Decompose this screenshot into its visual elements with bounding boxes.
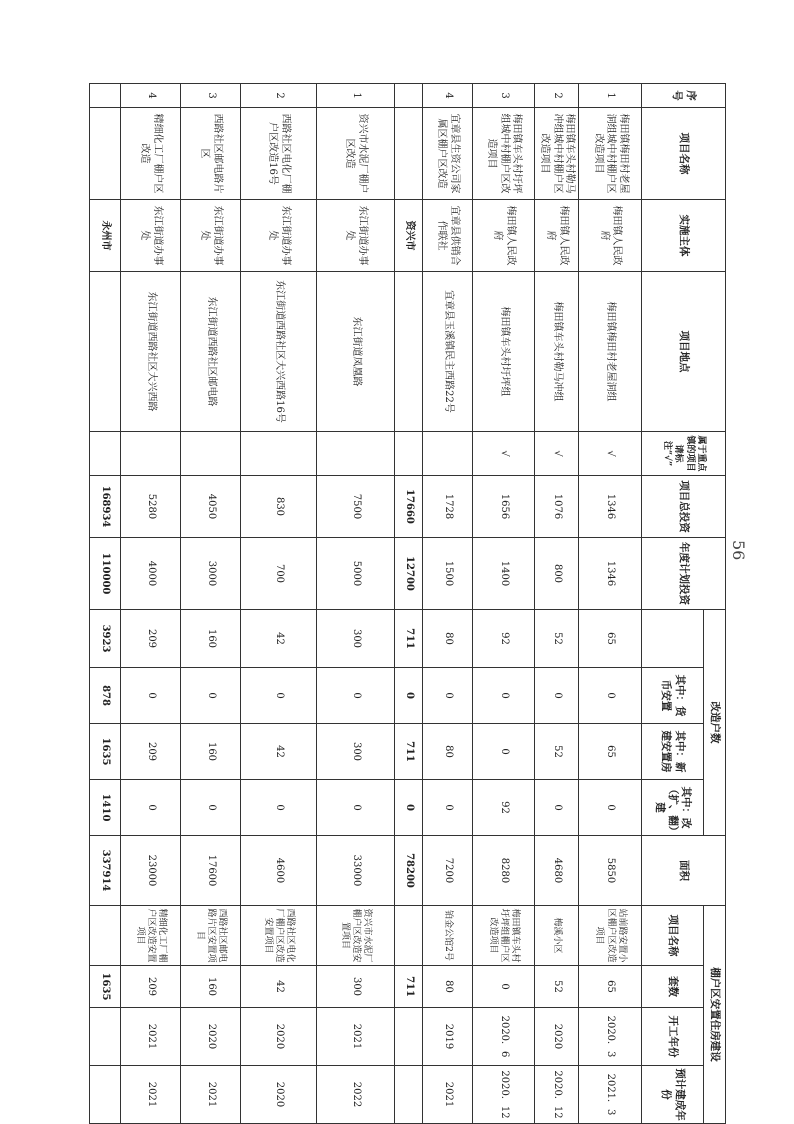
cell-housing-name: 西路社区电化厂棚户区改造安置项目 [241,906,317,966]
cell-households: 209 [121,610,181,668]
cell-housing-name: 资兴市水泥厂棚户区改造安置项目 [317,906,395,966]
cell-seq: 1 [317,84,395,108]
cell-project-name: 西路社区电化厂棚户区改造16号 [241,108,317,200]
cell-key-town [90,432,121,476]
cell-start-date [90,1008,121,1066]
cell-renovate: 0 [241,780,317,836]
cell-finish-date: 2021 [423,1066,473,1124]
cell-implementer: 东江街道办事处 [241,200,317,272]
cell-annual-investment: 1346 [579,538,642,610]
cell-new-build: 300 [317,724,395,780]
cell-renovate: 92 [473,780,535,836]
cell-start-date: 2020 [241,1008,317,1066]
cell-key-town: √ [473,432,535,476]
cell-households: 52 [535,610,579,668]
cell-households: 160 [181,610,241,668]
cell-seq: 3 [473,84,535,108]
cell-units: 80 [423,966,473,1008]
cell-annual-investment: 110000 [90,538,121,610]
cell-cash-resettle: 0 [473,668,535,724]
cell-location: 梅田镇梅田村老屋洞组 [579,272,642,432]
cell-start-date [395,1008,423,1066]
cell-project-name [90,108,121,200]
cell-units: 711 [395,966,423,1008]
cell-renovate: 0 [395,780,423,836]
cell-renovate: 0 [317,780,395,836]
cell-finish-date: 2021 [121,1066,181,1124]
cell-seq [395,84,423,108]
cell-key-town: √ [535,432,579,476]
cell-cash-resettle: 0 [241,668,317,724]
cell-renovate: 0 [121,780,181,836]
cell-new-build: 711 [395,724,423,780]
cell-key-town [181,432,241,476]
cell-households: 42 [241,610,317,668]
cell-cash-resettle: 0 [423,668,473,724]
cell-new-build: 0 [473,724,535,780]
cell-implementer: 宜章县供销合作联社 [423,200,473,272]
header-implementer: 实施主体 [642,200,726,272]
cell-start-date: 2021 [317,1008,395,1066]
subtotal-row [395,84,423,1124]
cell-annual-investment: 800 [535,538,579,610]
cell-finish-date [90,1066,121,1124]
cell-renovate: 0 [579,780,642,836]
header-project-name: 项目名称 [642,108,726,200]
header-renovate: 其中：改（扩、翻）建 [642,780,704,836]
header-key-town: 属于重点镇的项目请标注“√” [642,432,726,476]
cell-renovate: 0 [535,780,579,836]
shantytown-renovation-table [89,83,726,1124]
cell-total-investment: 1656 [473,476,535,538]
cell-project-name: 宜章县生资公司家属区棚户区改造 [423,108,473,200]
cell-area: 17600 [181,836,241,906]
cell-finish-date: 2021．3 [579,1066,642,1124]
cell-total-investment: 1076 [535,476,579,538]
header-total-investment: 项目总投资 [642,476,726,538]
cell-area: 4600 [241,836,317,906]
cell-implementer: 东江街道办事处 [121,200,181,272]
cell-new-build: 65 [579,724,642,780]
cell-total-investment: 168934 [90,476,121,538]
cell-housing-name: 梅田镇车头村圩坪组棚户区改造项目 [473,906,535,966]
cell-households: 92 [473,610,535,668]
cell-location: 梅田镇车头村圩坪组 [473,272,535,432]
header-finish-date: 预计建成年份 [642,1066,704,1124]
cell-households: 300 [317,610,395,668]
cell-seq: 3 [181,84,241,108]
cell-housing-name: 西路社区邮电路片区安置项目 [181,906,241,966]
cell-implementer: 梅田镇人民政府 [579,200,642,272]
cell-units: 0 [473,966,535,1008]
header-start-date: 开工年份 [642,1008,704,1066]
cell-location [90,272,121,432]
header-new-build: 其中：新建安置房 [642,724,704,780]
cell-annual-investment: 1500 [423,538,473,610]
cell-households: 65 [579,610,642,668]
cell-total-investment: 830 [241,476,317,538]
cell-households: 3923 [90,610,121,668]
header-households-total [642,610,704,668]
cell-finish-date: 2020．12 [535,1066,579,1124]
cell-annual-investment: 5000 [317,538,395,610]
cell-implementer: 梅田镇人民政府 [473,200,535,272]
cell-seq [90,84,121,108]
cell-key-town [241,432,317,476]
cell-units: 300 [317,966,395,1008]
subtotal-row [90,84,121,1124]
cell-renovate: 0 [181,780,241,836]
cell-cash-resettle: 0 [317,668,395,724]
cell-housing-name: 铂金公馆2号 [423,906,473,966]
cell-housing-name: 站前路安置小区棚户区改造项目 [579,906,642,966]
cell-subtotal-label: 永州市 [90,200,121,272]
cell-cash-resettle: 0 [181,668,241,724]
cell-project-name [395,108,423,200]
cell-area: 4680 [535,836,579,906]
header-units: 套数 [642,966,704,1008]
table-row [535,84,579,1124]
table-row [317,84,395,1124]
header-area: 面积 [642,836,726,906]
cell-total-investment: 5280 [121,476,181,538]
cell-area: 5850 [579,836,642,906]
cell-area: 78200 [395,836,423,906]
cell-project-name: 梅田镇车头村圩坪组城中村棚户区改造项目 [473,108,535,200]
rotated-table-wrapper [90,83,726,1121]
header-seq: 序号 [642,84,726,108]
table-row [423,84,473,1124]
cell-implementer: 东江街道办事处 [181,200,241,272]
cell-key-town [423,432,473,476]
header-households-group: 改造户数 [704,610,726,836]
cell-new-build: 80 [423,724,473,780]
cell-annual-investment: 1400 [473,538,535,610]
cell-new-build: 42 [241,724,317,780]
cell-location: 东江街道西路社区大兴西路 [121,272,181,432]
cell-cash-resettle: 878 [90,668,121,724]
cell-new-build: 1635 [90,724,121,780]
cell-location: 东江街道凤凰路 [317,272,395,432]
cell-annual-investment: 4000 [121,538,181,610]
cell-implementer: 东江街道办事处 [317,200,395,272]
table-row [579,84,642,1124]
cell-location: 梅田镇车头村勒马冲组 [535,272,579,432]
header-housing-group: 棚户区安置住房建设 [704,906,726,1124]
cell-implementer: 梅田镇人民政府 [535,200,579,272]
header-housing-name: 项目名称 [642,906,704,966]
cell-key-town [395,432,423,476]
cell-new-build: 160 [181,724,241,780]
table-row [473,84,535,1124]
cell-new-build: 209 [121,724,181,780]
cell-total-investment: 1728 [423,476,473,538]
cell-units: 209 [121,966,181,1008]
cell-cash-resettle: 0 [121,668,181,724]
cell-project-name: 资兴市水泥厂棚户区改造 [317,108,395,200]
cell-seq: 4 [121,84,181,108]
table-row [181,84,241,1124]
cell-start-date: 2020．3 [579,1008,642,1066]
header-location: 项目地点 [642,272,726,432]
cell-start-date: 2021 [121,1008,181,1066]
cell-annual-investment: 700 [241,538,317,610]
cell-seq: 2 [535,84,579,108]
cell-finish-date [395,1066,423,1124]
cell-cash-resettle: 0 [395,668,423,724]
cell-housing-name: 精细化工厂棚户区改造安置项目 [121,906,181,966]
table-row [241,84,317,1124]
header-row-1 [704,84,726,1124]
cell-units: 1635 [90,966,121,1008]
cell-location: 宜章县玉溪镇民主西路22号 [423,272,473,432]
cell-key-town: √ [579,432,642,476]
cell-key-town [317,432,395,476]
cell-finish-date: 2020．12 [473,1066,535,1124]
cell-project-name: 梅田镇车头村勒马冲组城中村棚户区改造项目 [535,108,579,200]
cell-renovate: 1410 [90,780,121,836]
header-annual-investment: 年度计划投资 [642,538,726,610]
cell-units: 65 [579,966,642,1008]
cell-area: 8280 [473,836,535,906]
cell-new-build: 52 [535,724,579,780]
cell-renovate: 0 [423,780,473,836]
cell-cash-resettle: 0 [535,668,579,724]
cell-finish-date: 2020 [241,1066,317,1124]
cell-housing-name [395,906,423,966]
cell-start-date: 2020 [535,1008,579,1066]
cell-finish-date: 2021 [181,1066,241,1124]
cell-area: 23000 [121,836,181,906]
cell-total-investment: 17660 [395,476,423,538]
cell-seq: 4 [423,84,473,108]
cell-units: 42 [241,966,317,1008]
cell-units: 52 [535,966,579,1008]
cell-units: 160 [181,966,241,1008]
cell-households: 711 [395,610,423,668]
cell-total-investment: 4050 [181,476,241,538]
cell-housing-name [90,906,121,966]
cell-subtotal-label: 资兴市 [395,200,423,272]
cell-project-name: 精细化工厂棚户区改造 [121,108,181,200]
cell-project-name: 西路社区邮电路片区 [181,108,241,200]
cell-total-investment: 7500 [317,476,395,538]
header-cash-resettle: 其中：货币安置 [642,668,704,724]
cell-area: 7200 [423,836,473,906]
cell-area: 33000 [317,836,395,906]
cell-finish-date: 2022 [317,1066,395,1124]
cell-start-date: 2019 [423,1008,473,1066]
table-row [121,84,181,1124]
cell-location: 东江街道西路社区大兴西路16号 [241,272,317,432]
cell-location [395,272,423,432]
cell-key-town [121,432,181,476]
cell-annual-investment: 3000 [181,538,241,610]
cell-housing-name: 梅溪小区 [535,906,579,966]
cell-households: 80 [423,610,473,668]
cell-seq: 2 [241,84,317,108]
cell-start-date: 2020 [181,1008,241,1066]
cell-total-investment: 1346 [579,476,642,538]
cell-start-date: 2020．6 [473,1008,535,1066]
cell-location: 东江街道西路社区邮电路 [181,272,241,432]
cell-cash-resettle: 0 [579,668,642,724]
cell-seq: 1 [579,84,642,108]
cell-annual-investment: 12700 [395,538,423,610]
cell-area: 337914 [90,836,121,906]
cell-project-name: 梅田镇梅田村老屋洞组城中村棚户区改造项目 [579,108,642,200]
page-number: 56 [729,540,748,561]
